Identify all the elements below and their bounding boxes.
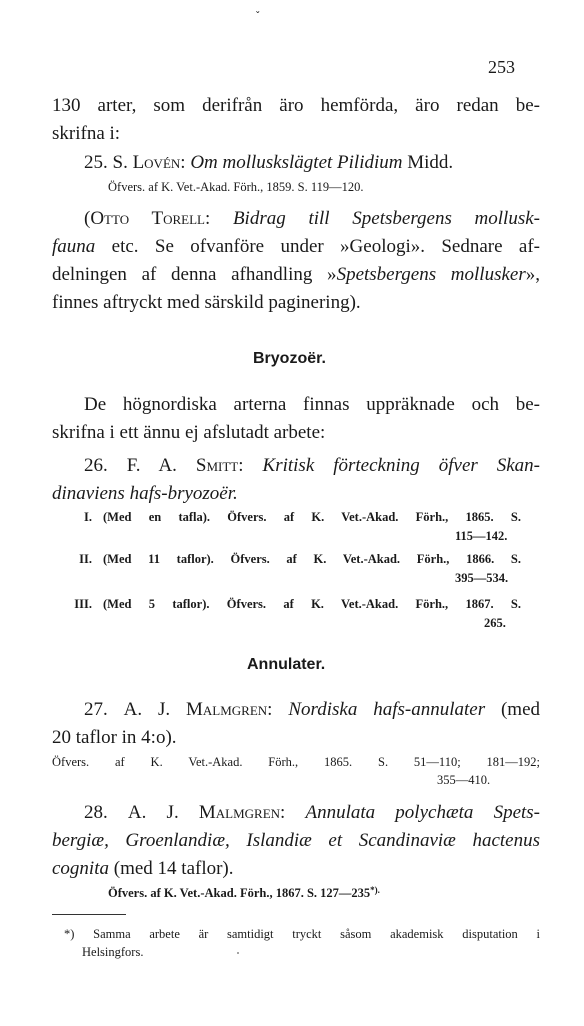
- print-speck: [237, 952, 239, 954]
- paragraph-bryozoer-line-2: skrifna i ett ännu ej afslutadt arbete:: [52, 422, 326, 443]
- entry-27-title: Nordiska hafs-annulater: [288, 699, 486, 720]
- entry-25-title-line: [84, 153, 453, 172]
- entry-26-part-3-text: (Med 5 taflor). Öfvers. af K. Vet.-Akad. Förh., 1867. S.: [103, 597, 521, 611]
- entry-28-title-line-3: [52, 859, 234, 878]
- entry-25-author: S. Lovén:: [112, 152, 186, 173]
- entry-26-part-1-pages: 115—142.: [455, 529, 508, 543]
- footnote-rule: [52, 914, 126, 915]
- entry-26-part-2-text: (Med 11 taflor). Öfvers. af K. Vet.-Akad. Förh., 1866. S.: [103, 552, 521, 566]
- entry-27-number: 27.: [84, 699, 108, 720]
- paragraph-intro-line-1: 130 arter, som derifrån äro hemförda, äro redan be-: [52, 95, 540, 116]
- entry-28-title-line-2: [52, 831, 540, 850]
- entry-26-part-2-roman: II.: [79, 552, 92, 566]
- entry-27-reference-1: Öfvers. af K. Vet.-Akad. Förh., 1865. S. 51—110; 181—192;: [52, 755, 540, 769]
- torell-line-2-rest: etc. Se ofvanföre under »Geologi». Sednare af-: [111, 236, 541, 257]
- entry-28-title-part-1: Annulata polychæta Spets-: [305, 802, 541, 823]
- entry-26-part-1-roman: I.: [84, 510, 92, 524]
- torell-title-part-1: Bidrag till Spetsbergens mollusk-: [232, 208, 540, 229]
- entry-27-reference-2: 355—410.: [437, 773, 491, 787]
- entry-25-number: 25.: [84, 152, 108, 173]
- entry-28-number: 28.: [84, 802, 108, 823]
- torell-title-part-2: fauna: [52, 236, 96, 257]
- entry-27-author: A. J. Malmgren:: [123, 699, 273, 720]
- entry-26-part-2-pages: 395—534.: [455, 571, 509, 585]
- entry-28-reference-text: Öfvers. af K. Vet.-Akad. Förh., 1867. S. 127—235: [108, 886, 371, 900]
- entry-28-reference: [108, 886, 380, 900]
- entry-26-title-line: [84, 456, 540, 475]
- entry-26-title-part-2: dinaviens hafs-bryozoër.: [52, 483, 238, 504]
- entry-26-part-1-text: (Med en tafla). Öfvers. af K. Vet.-Akad. Förh., 1865. S.: [103, 510, 521, 524]
- entry-28-footnote-mark: *).: [370, 885, 380, 895]
- paragraph-bryozoer-line-1: De högnordiska arterna finnas uppräknade och be-: [84, 394, 540, 415]
- torell-line-3-text: delningen af denna afhandling »: [52, 264, 337, 285]
- footnote-line-2: Helsingfors.: [82, 945, 144, 959]
- entry-26-part-3-pages: 265.: [484, 616, 506, 630]
- torell-line-2: [52, 237, 540, 256]
- torell-line-1: [84, 209, 540, 228]
- section-heading-annulater: Annulater.: [247, 656, 326, 673]
- entry-26-number: 26.: [84, 455, 108, 476]
- entry-26-title-line-2: [52, 484, 238, 503]
- entry-27-after: (med: [500, 699, 541, 720]
- entry-28-author: A. J. Malmgren:: [127, 802, 286, 823]
- footnote-line-1: *) Samma arbete är samtidigt tryckt såsom akademisk disputation i: [64, 927, 540, 941]
- entry-25-title: Om molluskslägtet Pilidium: [190, 152, 403, 173]
- entry-25-reference: Öfvers. af K. Vet.-Akad. Förh., 1859. S. 119—120.: [108, 180, 364, 194]
- paragraph-intro-line-2: skrifna i:: [52, 123, 121, 144]
- torell-line-3-end: »,: [525, 264, 540, 285]
- entry-26-title-part-1: Kritisk förteckning öfver Skan-: [262, 455, 541, 476]
- torell-line-4: finnes aftryckt med särskild paginering).: [52, 292, 361, 313]
- top-print-mark: ˇ: [255, 10, 261, 23]
- entry-28-title-part-3: cognita: [52, 858, 109, 879]
- entry-25-after: Midd.: [407, 152, 454, 173]
- page-number: 253: [488, 57, 515, 77]
- entry-28-after: (med 14 taflor).: [113, 858, 234, 879]
- entry-28-title-part-2: bergiæ, Groenlandiæ, Islandiæ et Scandinaviæ hactenus: [52, 830, 540, 851]
- torell-line-3-italic: Spetsbergens mollusker: [336, 264, 526, 285]
- entry-27-line-2: 20 taflor in 4:o).: [52, 727, 177, 748]
- entry-27-title-line: [84, 700, 540, 719]
- torell-open-paren: (: [84, 208, 91, 229]
- torell-line-3: [52, 265, 540, 284]
- entry-26-part-3-roman: III.: [74, 597, 92, 611]
- entry-26-author: F. A. Smitt:: [126, 455, 244, 476]
- entry-28-title-line: [84, 803, 540, 822]
- torell-author: Otto Torell:: [90, 208, 211, 229]
- section-heading-bryozoer: Bryozoër.: [253, 350, 326, 367]
